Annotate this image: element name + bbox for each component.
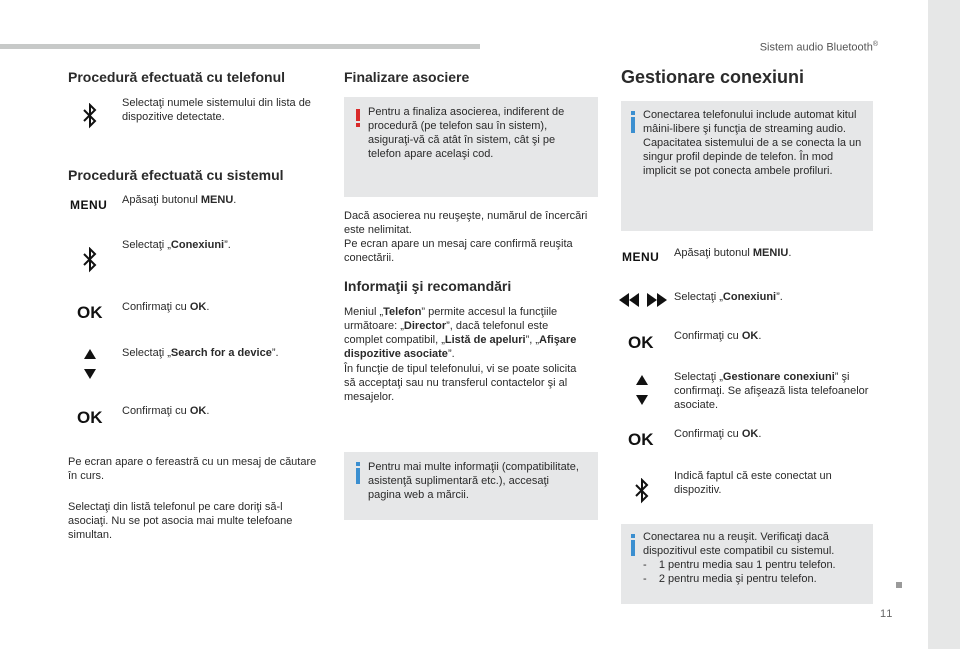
- info-box: [621, 101, 873, 231]
- up-down-arrows-icon: [636, 375, 648, 405]
- page-end-marker: [896, 582, 902, 588]
- header-bar: [0, 44, 480, 49]
- info-icon: [629, 111, 637, 133]
- pairing-retry-paragraph: Dacă asocierea nu reuşeşte, numărul de încercări este nelimitat. Pe ecran apare un mesaj care confirmă reuşita conectării.: [344, 210, 588, 264]
- connection-step-4: Selectaţi „Gestionare conexiuni” şi confirmaţi. Se afişează lista telefoanelor asociate.: [674, 371, 869, 411]
- ok-icon: OK: [77, 303, 103, 322]
- section-title-phone-procedure: Procedură efectuată cu telefonul: [68, 69, 286, 85]
- phone-step-text: Selectaţi numele sistemului din lista de dispozitive detectate.: [122, 97, 311, 123]
- system-step-3: Confirmaţi cu OK.: [122, 301, 210, 313]
- select-phone-paragraph: Selectaţi din listă telefonul pe care doriţi să-l asociaţi. Nu se pot asocia mai multe telefoane simultan.: [68, 501, 293, 541]
- search-message-paragraph: Pe ecran apare o fereastră cu un mesaj de căutare în curs.: [68, 456, 317, 482]
- menu-icon: MENU: [622, 250, 660, 264]
- connection-failed-text: Conectarea nu a reuşit. Verificaţi dacă dispozitivul este compatibil cu sistemul. - 1 pentru media sau 1 pentru telefon. - 2 pentru media şi pentru telefon.: [643, 531, 836, 585]
- section-title-finalize-pairing: Finalizare asociere: [344, 69, 470, 85]
- system-step-2: Selectaţi „Conexiuni”.: [122, 239, 231, 251]
- ok-icon: OK: [628, 333, 654, 352]
- previous-next-icon: [619, 293, 667, 307]
- page-edge-strip: [928, 0, 960, 649]
- contacts-transfer-paragraph: În funcţie de tipul telefonului, vi se poate solicita să acceptaţi sau nu transferul contactelor şi al mesajelor.: [344, 363, 577, 403]
- ok-icon: OK: [77, 408, 103, 427]
- bluetooth-icon: [635, 478, 649, 504]
- info-icon: [354, 462, 362, 484]
- warning-exclamation-icon: [354, 109, 362, 127]
- telephone-menu-paragraph: Meniul „Telefon” permite accesul la funcţiile următoare: „Director”, dacă telefonul este complet compatibil, „Listă de apeluri”, „Afişare dispozitive asociate”.: [344, 306, 577, 360]
- ok-icon: OK: [628, 430, 654, 449]
- bluetooth-icon: [83, 247, 97, 273]
- bluetooth-icon: [83, 103, 97, 129]
- warning-box: [344, 97, 598, 197]
- system-step-4: Selectaţi „Search for a device”.: [122, 347, 279, 359]
- system-step-1: Apăsaţi butonul MENU.: [122, 194, 237, 206]
- page-number: 11: [880, 608, 894, 620]
- connection-info-text: Conectarea telefonului include automat kitul mâini-libere şi funcţia de streaming audio. Capacitatea sistemului de a se conecta la un singur profil depinde de telefon. În mod implicit se pot conecta ambele profiluri.: [643, 109, 862, 177]
- info-text: Pentru mai multe informaţii (compatibilitate, asistenţă suplimentară etc.), accesaţi pagina web a mărcii.: [368, 461, 579, 501]
- page-header-title: Sistem audio Bluetooth®: [759, 41, 878, 54]
- info-icon: [629, 534, 637, 556]
- info-box: [344, 452, 598, 520]
- connected-indicator-text: Indică faptul că este conectat un dispozitiv.: [674, 470, 832, 496]
- section-title-system-procedure: Procedură efectuată cu sistemul: [68, 167, 284, 183]
- connection-step-2: Selectaţi „Conexiuni”.: [674, 291, 783, 303]
- up-down-arrows-icon: [84, 349, 96, 379]
- connection-step-3: Confirmaţi cu OK.: [674, 330, 762, 342]
- warning-text: Pentru a finaliza asocierea, indiferent de procedură (pe telefon sau în sistem), asiguraţi-vă că atât în sistem, cât şi pe telefon apare acelaşi cod.: [368, 106, 565, 160]
- section-title-connection-management: Gestionare conexiuni: [621, 67, 805, 87]
- connection-step-1: Apăsaţi butonul MENIU.: [674, 247, 792, 259]
- info-box: [621, 524, 873, 604]
- connection-step-5: Confirmaţi cu OK.: [674, 428, 762, 440]
- system-step-5: Confirmaţi cu OK.: [122, 405, 210, 417]
- section-title-info-recommendations: Informaţii şi recomandări: [344, 278, 512, 294]
- menu-icon: MENU: [70, 198, 108, 212]
